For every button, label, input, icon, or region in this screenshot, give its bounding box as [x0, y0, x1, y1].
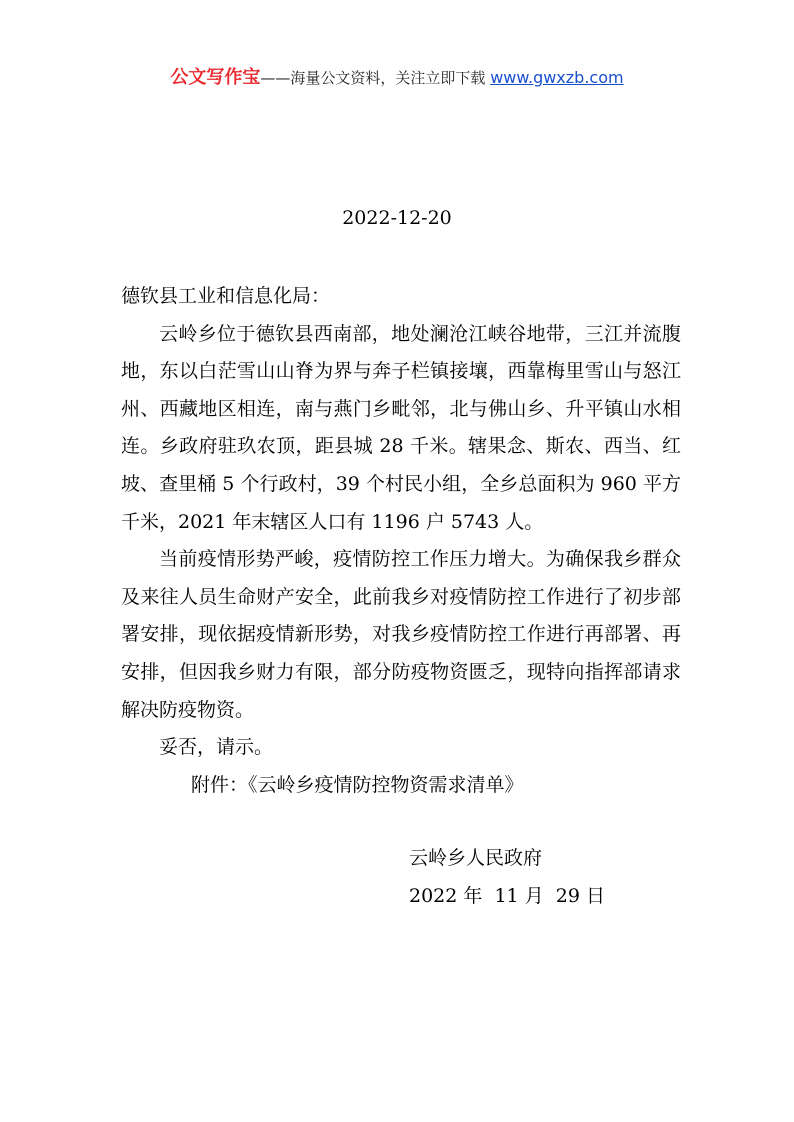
page-header [0, 66, 794, 90]
document-body [121, 278, 681, 804]
attachment-line: 附件：《云岭乡疫情防控物资需求清单》 [191, 773, 524, 796]
signature-date: 2022 年 11 月 29 日 [409, 885, 605, 907]
document-date: 2022-12-20 [342, 207, 452, 229]
header-tagline: ——海量公文资料，关注立即下载 [260, 69, 486, 87]
signature-block [409, 839, 605, 915]
closing-line: 妥否，请示。 [159, 736, 274, 759]
body-paragraph: 云岭乡位于德钦县西南部，地处澜沧江峡谷地带，三江并流腹地，东以白茫雪山山脊为界与奔子栏镇接壤，西靠梅里雪山与怒江州、西藏地区相连，南与燕门乡毗邻，北与佛山乡、升平镇山水相连。乡政府驻玖农顶，距县城 28 千米。辖果念、斯农、西当、红坡、查里桶 5 个行政村，39 个村民小组，全乡总面积为 960 平方千米，2021 年末辖区人口有 1196 户 5743 人。 [121, 322, 681, 533]
signature-org: 云岭乡人民政府 [409, 847, 543, 869]
brand-name: 公文写作宝 [170, 67, 261, 88]
body-paragraph: 当前疫情形势严峻，疫情防控工作压力增大。为确保我乡群众及来往人员生命财产安全，此前我乡对疫情防控工作进行了初步部署安排，现依据疫情新形势，对我乡疫情防控工作进行再部署、再安排，但因我乡财力有限，部分防疫物资匮乏，现特向指挥部请求解决防疫物资。 [121, 548, 681, 721]
salutation: 德钦县工业和信息化局： [121, 285, 331, 307]
website-link[interactable]: www.gwxzb.com [490, 68, 624, 87]
